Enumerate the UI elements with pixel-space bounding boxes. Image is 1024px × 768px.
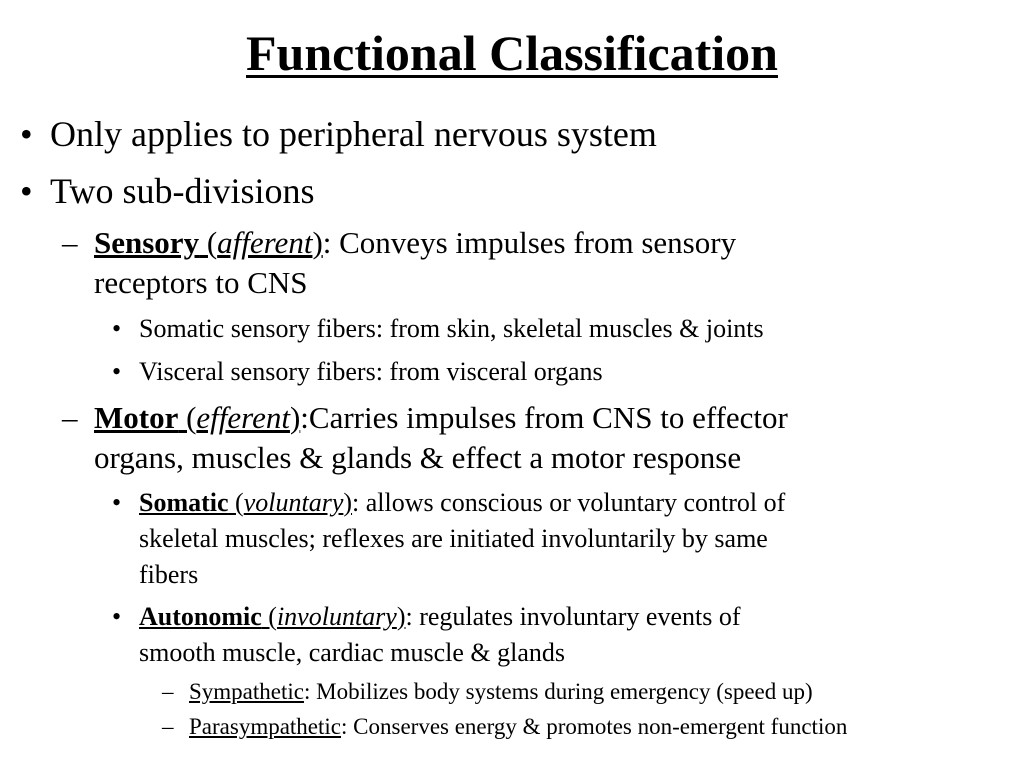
parasympathetic-term: Parasympathetic [189,714,342,739]
dash-marker: – [162,679,174,704]
bullet-peripheral-only [20,114,657,154]
somatic-line-3: fibers [139,560,199,589]
sensory-term: Sensory [94,225,200,260]
dash-marker: – [62,400,78,435]
motor-line-2: organs, muscles & glands & effect a motor response [94,440,742,475]
autonomic-term: Autonomic [139,602,262,631]
bullet-marker: • [20,171,33,211]
subsubitem-somatic-sensory: • Somatic sensory fibers: from skin, skeletal muscles & joints [112,311,764,347]
subitem-motor [62,398,788,438]
bullet-two-subdivisions [20,171,315,211]
bullet-marker: • [112,314,122,343]
dash-marker: – [162,714,174,739]
subsubitem-autonomic [112,599,741,635]
sensory-alt-term: afferent [217,225,313,260]
bullet-text: Only applies to peripheral nervous system [50,114,657,154]
somatic-line-1: Somatic (voluntary): allows conscious or voluntary control of [139,488,786,517]
item-parasympathetic: – Parasympathetic: Conserves energy & promotes non-emergent function [162,710,847,744]
slide-title: Functional Classification [246,25,778,81]
bullet-marker: • [112,488,122,517]
autonomic-line-2: smooth muscle, cardiac muscle & glands [139,638,566,667]
bullet-text: Two sub-divisions [50,171,315,211]
bullet-marker: • [112,357,122,386]
subsubitem-visceral-sensory: • Visceral sensory fibers: from visceral organs [112,354,603,390]
somatic-line-2: skeletal muscles; reflexes are initiated involuntarily by same [139,524,768,553]
item-sympathetic: – Sympathetic: Mobilizes body systems during emergency (speed up) [162,675,813,709]
autonomic-alt-term: involuntary [276,602,397,631]
sensory-line-1: Sensory (afferent): Conveys impulses from sensory [94,225,737,260]
motor-alt-term: efferent [196,400,290,435]
dash-marker: – [62,225,78,260]
somatic-term: Somatic [139,488,229,517]
sympathetic-term: Sympathetic [189,679,304,704]
motor-term: Motor [94,400,179,435]
autonomic-line-1: Autonomic (involuntary): regulates involuntary events of [139,602,741,631]
bullet-marker: • [20,114,33,154]
subitem-sensory [62,223,736,263]
somatic-alt-term: voluntary [243,488,344,517]
bullet-marker: • [112,602,122,631]
subsubitem-somatic [112,485,785,521]
sensory-line-2: receptors to CNS [94,265,308,300]
motor-line-1: Motor (efferent):Carries impulses from CNS to effector [94,400,788,435]
